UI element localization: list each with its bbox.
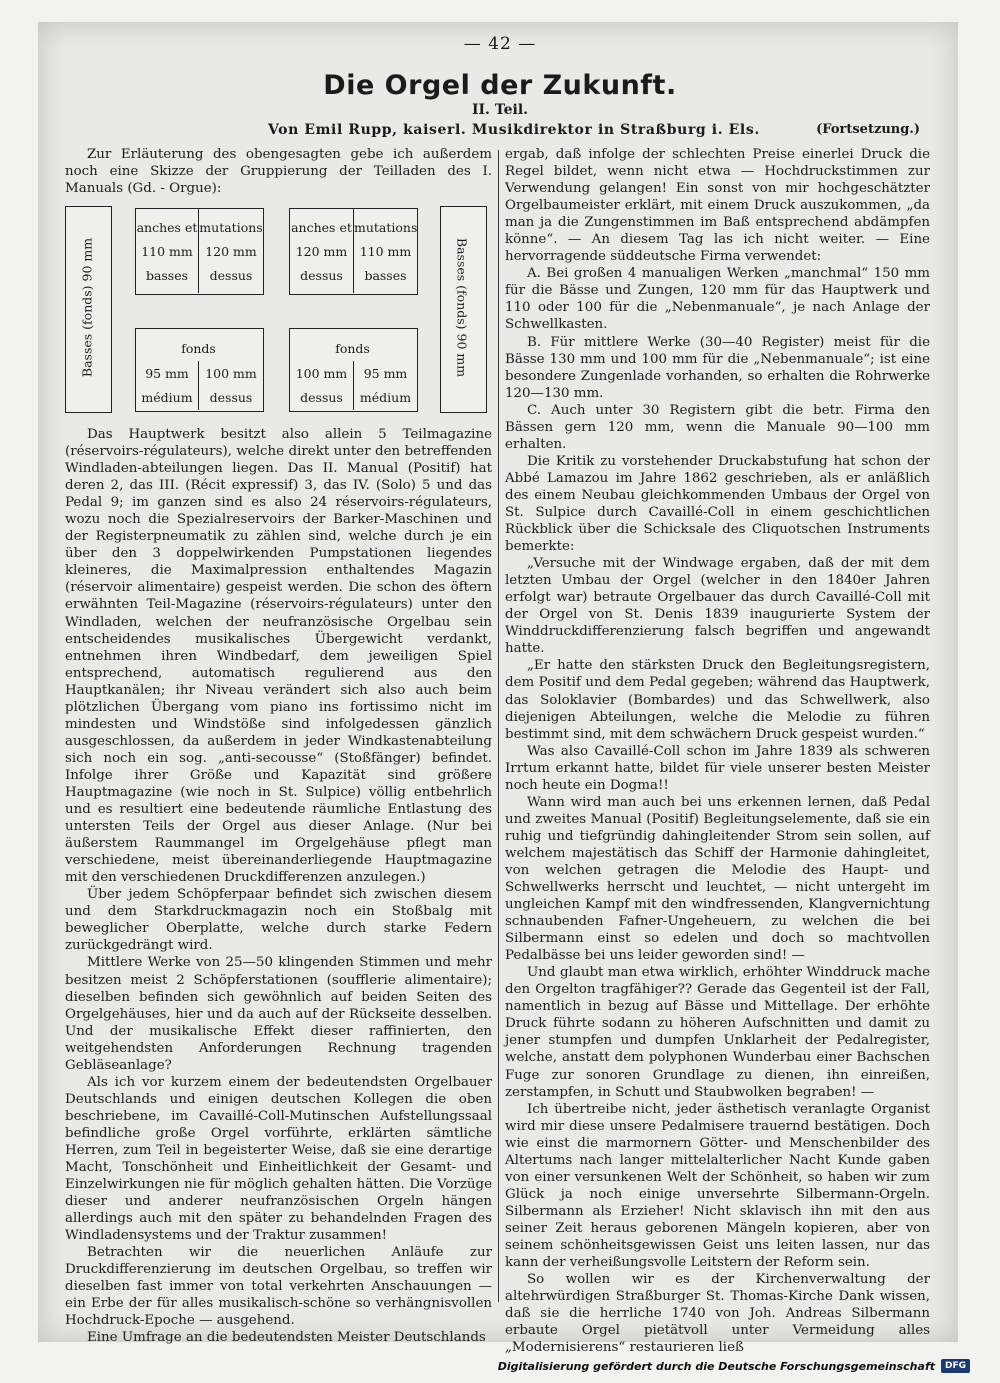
right-column: [505, 146, 930, 1356]
box3-right-cell: 100 mm dessus: [205, 366, 257, 405]
page-number: — 42 —: [463, 34, 537, 54]
right-paragraph: Ich übertreibe nicht, jeder ästhetisch veranlagte Organist wird mir diese unsere Pedalmisere trauernd bestätigen. Doch wie einst die marmornern Götter- und Menschenbilder des Altertums nach langer mittelalterlicher Nacht Kunde gaben von einer versunkenen Welt der Schönheit, so haben wir zum Glück ja noch einige unversehrte Silbermann-Orgeln. Silbermann als Erzieher! Nicht sklavisch ihn mit den aus seiner Zeit heraus geborenen Mängeln kopieren, aber von seinem schönheitsgewissen Geist uns leiten lassen, nur das kann der verheißungsvolle Leitstern der Reform sein.: [505, 1101, 930, 1271]
left-column-intro: [65, 146, 492, 197]
box4-top-label: fonds: [335, 341, 370, 356]
footer-text: Digitalisierung gefördert durch die Deutsche Forschungsgemeinschaft: [497, 1359, 935, 1373]
article-title: Die Orgel der Zukunft.: [323, 70, 677, 101]
digitization-credit: [498, 1359, 970, 1373]
box3-top-label: fonds: [181, 341, 216, 356]
right-paragraph: ergab, daß infolge der schlechten Preise einerlei Druck die Regel bildet, wenn nicht etwa — Hochdruckstimmen zur Verwendung gelangen! Ein sonst von mir hochgeschätzter Orgelbaumeister erklärt, mit einem Druck auszukommen, „da man ja die Zungenstimmen im Baß entsprechend abdämpfen könne“. — An diesem Tag las ich nicht weiter. — Eine hervorragende süddeutsche Firma verwendet:: [505, 147, 930, 265]
box1-right-cell: mutations 120 mm dessus: [199, 220, 263, 283]
intro-paragraph: Zur Erläuterung des obengesagten gebe ich außerdem noch eine Skizze der Gruppierung der Teilladen des I. Manuals (Gd. - Orgue):: [65, 147, 492, 197]
windchest-diagram: [65, 206, 495, 418]
right-bass-label: Basses (fonds) 90 mm: [454, 237, 470, 378]
box2-left-cell: anches et 120 mm dessus: [291, 220, 352, 283]
dfg-logo: DFG: [941, 1359, 970, 1373]
box4-left-cell: 100 mm dessus: [295, 366, 348, 405]
left-bass-label: Basses (fonds) 90 mm: [79, 237, 95, 378]
right-paragraph: A. Bei großen 4 manualigen Werken „manchmal“ 150 mm für die Bässe und Zungen, 120 mm für das Hauptwerk und 110 oder 100 für die „Nebenmanuale“, je nach Anlage der Schwellkasten.: [505, 266, 930, 333]
right-paragraph: So wollen wir es der Kirchenverwaltung der altehrwürdigen Straßburger St. Thomas-Kirche Dank wissen, daß sie die herrliche 1740 von Joh. Andreas Silbermann erbaute Orgel pietätvoll unter Vermeidung alles „Modernisierens“ restaurieren ließ: [505, 1272, 930, 1356]
right-paragraph: „Er hatte den stärksten Druck den Begleitungsregistern, dem Positif und dem Pedal gegeben; während das Hauptwerk, das Soloklavier (Bombardes) und das Schwellwerk, also diejenigen Abteilungen, welche die Melodie zu führen bestimmt sind, mit dem schwächern Druck gespeist wurden.“: [505, 658, 930, 742]
right-paragraph: Was also Cavaillé-Coll schon im Jahre 1839 als schweren Irrtum erkannt hatte, bildet für viele unserer besten Meister noch heute ein Dogma!!: [505, 743, 930, 793]
right-paragraph: „Versuche mit der Windwage ergaben, daß der mit dem letzten Umbau der Orgel (welcher in den 1840er Jahren erfolgt war) betraute Orgelbauer das durch Cavaillé-Coll mit der Orgel von St. Denis 1839 inaugurierte System der Winddruckdifferenzierung falsch begriffen und angewandt hatte.: [505, 556, 930, 657]
author-byline: Von Emil Rupp, kaiserl. Musikdirektor in Straßburg i. Els.: [268, 122, 760, 138]
box2-right-cell: mutations 110 mm basses: [354, 220, 418, 283]
article-subtitle: II. Teil.: [471, 102, 529, 118]
left-paragraph: Als ich vor kurzem einem der bedeutendsten Orgelbauer Deutschlands und einigen deutschen Kollegen die oben beschriebene, im Cavaillé-Coll-Mutinschen Aufstellungssaal befindliche große Orgel vorführte, erklärten sämtliche Herren, zum Teil in begeisterter Weise, daß sie eine derartige Macht, Tonschönheit und Einheitlichkeit der Gesamt- und Einzelwirkungen nie für möglich gehalten hätten. Die Vorzüge dieser und anderer neufranzösischen Orgeln hängen allerdings auch mit den später zu behandelnden Fragen des Windladensystems und der Traktur zusammen!: [65, 1074, 492, 1244]
continuation-note: (Fortsetzung.): [816, 122, 920, 137]
left-paragraph: Mittlere Werke von 25—50 klingenden Stimmen und mehr besitzen meist 2 Schöpferstationen (soufflerie alimentaire); dieselben befinden sich gewöhnlich auf beiden Seiten des Orgelgehäuses, hier und da auch auf der Rückseite desselben. Und der musikalische Effekt dieser raffinierten, den weitgehendsten Anforderungen Rechnung tragenden Gebläseanlage?: [65, 955, 492, 1073]
right-paragraph: C. Auch unter 30 Registern gibt die betr. Firma den Bässen gern 120 mm, wenn die Manuale 90—100 mm erhalten.: [505, 402, 930, 452]
left-paragraph: Eine Umfrage an die bedeutendsten Meister Deutschlands: [87, 1330, 486, 1346]
column-divider: [498, 150, 499, 1302]
right-paragraph: B. Für mittlere Werke (30—40 Register) meist für die Bässe 130 mm und 100 mm für die „Nebenmanuale“; ist eine besondere Zungenlade vorhanden, so erhalten die Rohrwerke 120—130 mm.: [505, 334, 930, 401]
left-paragraph: Über jedem Schöpferpaar befindet sich zwischen diesem und dem Starkdruckmagazin noch ein Stoßbalg mit beweglicher Oberplatte, welche durch starke Federn zurückgedrängt wird.: [65, 887, 492, 954]
right-paragraph: Wann wird man auch bei uns erkennen lernen, daß Pedal und zweites Manual (Positif) Begleitungselemente, daß sie ein ruhig und tiefgründig dahingleitender Strom sein sollen, auf welchem majestätisch das Schiff der Harmonie dahingleitet, von welchen getragen die Melodie des Haupt- und Schwellwerks herrscht und leuchtet, — nicht untergeht im ungleichen Kampf mit den windfressenden, Klangvernichtung schnaubenden Fafner-Ungeheuern, zu welchen die bei Silbermann einst so edelen und doch so machtvollen Pedalbässe bei uns leider geworden sind! —: [505, 794, 930, 964]
right-paragraph: Die Kritik zu vorstehender Druckabstufung hat schon der Abbé Lamazou im Jahre 1862 geschrieben, als er anläßlich des einem Neubau gleichkommenden Umbaus der Orgel von St. Sulpice durch Cavaillé-Coll in einem geschichtlichen Rückblick über die Schicksale des Cliquotschen Instruments bemerkte:: [505, 453, 930, 555]
box4-right-cell: 95 mm médium: [359, 366, 412, 405]
box1-left-cell: anches et 110 mm basses: [136, 220, 198, 283]
left-column-body: [65, 426, 492, 1347]
right-paragraph: Und glaubt man etwa wirklich, erhöhter Winddruck mache den Orgelton tragfähiger?? Gerade das Gegenteil ist der Fall, namentlich in bezug auf Bässe und Mittellage. Der erhöhte Druck führte sodann zu höheren Aufschnitten und damit zu jener stumpfen und dumpfen Unklarheit der Pedalregister, welche, anstatt dem polyphonen Wunderbau einer Bachschen Fuge zur sonoren Grundlage zu dienen, ihn einreißen, zerstampfen, in Schutt und Staubwolken begraben! —: [505, 965, 930, 1100]
left-paragraph: Das Hauptwerk besitzt also allein 5 Teilmagazine (réservoirs-régulateurs), welche direkt unter den betreffenden Windladen-abteilungen liegen. Das II. Manual (Positif) hat deren 2, das III. (Récit expressif) 3, das IV. (Solo) 5 und das Pedal 9; im ganzen sind es also 24 réservoirs-régulateurs, wozu noch die Spezialreservoirs der Barker-Maschinen und der Registerpneumatik zu zählen sind, welche durch je ein über den 3 doppelwirkenden Pumpstationen liegendes kleineres, die Maximalpression enthaltendes Magazin (réservoir alimentaire) gespeist werden. Die schon des öftern erwähnten Teil-Magazine (réservoirs-régulateurs) unter den Windladen, welchen der neufranzösische Orgelbau sein entscheidendes musikalisches Übergewicht verdankt, entnehmen ihren Windbedarf, dem jeweiligen Spiel entsprechend, automatisch regulierend aus den Hauptkanälen; ihr Niveau verändert sich also auch beim plötzlichen Übergang vom piano ins fortissimo nicht im mindesten und Windstöße sind infolgedessen gänzlich ausgeschlossen, da außerdem in jeder Windkastenabteilung sich noch ein sog. „anti-secousse“ (Stoßfänger) befindet. Infolge ihrer Größe und Kapazität sind größere Hauptmagazine (wie noch in St. Sulpice) völlig entbehrlich und es resultiert eine bedeutende räumliche Entlastung des untersten Teils der Orgel aus dieser Anlage. (Nur bei äußerstem Raummangel im Orgelgehäuse pflegt man verschiedene, meist übereinanderliegende Hauptmagazine mit den verschiedenen Druckdifferenzen anzulegen.): [65, 427, 492, 886]
left-paragraph: Betrachten wir die neuerlichen Anläufe zur Druckdifferenzierung im deutschen Orgelbau, so treffen wir dieselben fast immer von total verkehrten Anschauungen — ein Erbe der für alles musikalisch-schöne so verhängnisvollen Hochdruck-Epoche — ausgehend.: [65, 1245, 492, 1329]
box3-left-cell: 95 mm médium: [141, 366, 193, 405]
